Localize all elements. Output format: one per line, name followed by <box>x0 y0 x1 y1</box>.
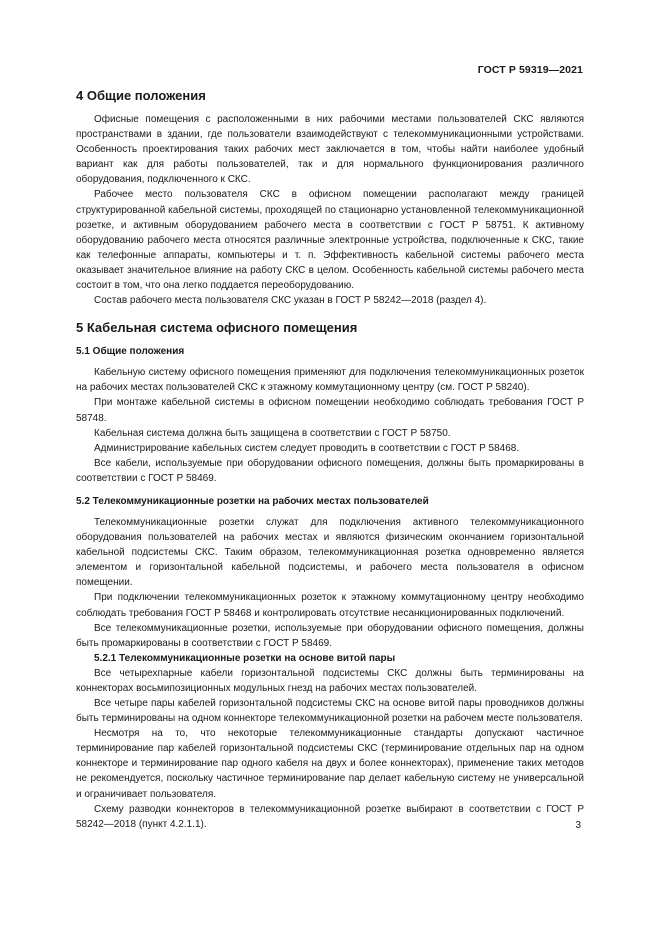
page-number: 3 <box>575 820 581 831</box>
paragraph: Офисные помещения с расположенными в них рабочими местами пользователей СКС являются пространствами в здании, где пользователи взаимодействуют с телекоммуникационными устройствами. Особенность проектирования таких рабочих мест заключается в том, чтобы найти наиболее удобный вариант как для работы пользователей, так и для нормального функционирования различного оборудования, подключенного к СКС. <box>76 114 584 186</box>
subsection-5-2-heading: 5.2 Телекоммуникационные розетки на рабочих местах пользователей <box>76 495 429 507</box>
paragraph: Все кабели, используемые при оборудовании офисного помещения, должны быть промаркированы в соответствии с ГОСТ Р 58469. <box>76 457 584 484</box>
section-5-heading: 5 Кабельная система офисного помещения <box>76 320 358 336</box>
paragraph: Кабельная система должна быть защищена в соответствии с ГОСТ Р 58750. <box>94 427 451 439</box>
paragraph: Схему разводки коннекторов в телекоммуникационной розетке выбирают в соответствии с ГОСТ Р 58242—2018 (пункт 4.2.1.1). <box>76 803 584 830</box>
paragraph: Несмотря на то, что некоторые телекоммуникационные стандарты допускают частичное терминирование пар кабелей горизонтальной подсистемы СКС (терминирование отдельных пар на одном коннекторе и терминирование пар одного кабеля на двух и более коннекторах), применение таких методов не рекомендуется, поскольку частичное терминирование пар делает кабельную систему не универсальной и ограничивает пользователя. <box>76 728 584 800</box>
paragraph: Все четыре пары кабелей горизонтальной подсистемы СКС на основе витой пары проводников должны быть терминированы на одном коннекторе телекоммуникационной розетки на рабочем месте пользователя. <box>76 698 584 725</box>
document-body <box>76 88 584 832</box>
paragraph: Телекоммуникационные розетки служат для подключения активного телекоммуникационного оборудования пользователей на рабочих местах и являются физическим окончанием горизонтальной кабельной подсистемы СКС. Таким образом, телекоммуникационная розетка одновременно является элементом и горизонтальной кабельной подсистемы, и рабочего места пользователя в офисном помещении. <box>76 516 584 589</box>
section-4-heading: 4 Общие положения <box>76 88 206 103</box>
subsection-5-1-heading: 5.1 Общие положения <box>76 346 185 358</box>
paragraph: Все телекоммуникационные розетки, используемые при оборудовании офисного помещения, должны быть промаркированы в соответствии с ГОСТ Р 58469. <box>76 622 584 649</box>
paragraph: При монтаже кабельной системы в офисном помещении необходимо соблюдать требования ГОСТ Р 58748. <box>76 397 584 424</box>
paragraph: Все четырехпарные кабели горизонтальной подсистемы СКС должны быть терминированы на коннекторах восьмипозиционных модульных гнезд на рабочих местах пользователей. <box>76 667 584 694</box>
paragraph: Состав рабочего места пользователя СКС указан в ГОСТ Р 58242—2018 (раздел 4). <box>94 295 487 307</box>
paragraph: Кабельную систему офисного помещения применяют для подключения телекоммуникационных розеток на рабочих местах пользователей СКС к этажному коммутационному центру (см. ГОСТ Р 58240). <box>76 367 584 394</box>
subsection-5-2-1-heading: 5.2.1 Телекоммуникационные розетки на основе витой пары <box>94 652 396 664</box>
standard-code: ГОСТ Р 59319—2021 <box>477 64 583 76</box>
paragraph: Рабочее место пользователя СКС в офисном помещении располагают между границей структурированной кабельной системы, проходящей по стационарно установленной телекоммуникационной розетке, и активным оборудованием рабочего места в соответствии с ГОСТ Р 58751. К активному оборудованию рабочего места относятся различные электронные устройства, подключенные к СКС, такие как телефонные аппараты, компьютеры и т. п. Эффективность кабельной системы рабочего места оказывает значительное влияние на работу СКС в целом. Особенность кабельной системы рабочего места состоит в том, что она легко поддается переоборудованию. <box>76 189 584 292</box>
paragraph: При подключении телекоммуникационных розеток к этажному коммутационному центру необходимо соблюдать требования ГОСТ Р 58468 и контролировать отсутствие несанкционированных подключений. <box>76 592 584 619</box>
paragraph: Администрирование кабельных систем следует проводить в соответствии с ГОСТ Р 58468. <box>94 442 520 454</box>
